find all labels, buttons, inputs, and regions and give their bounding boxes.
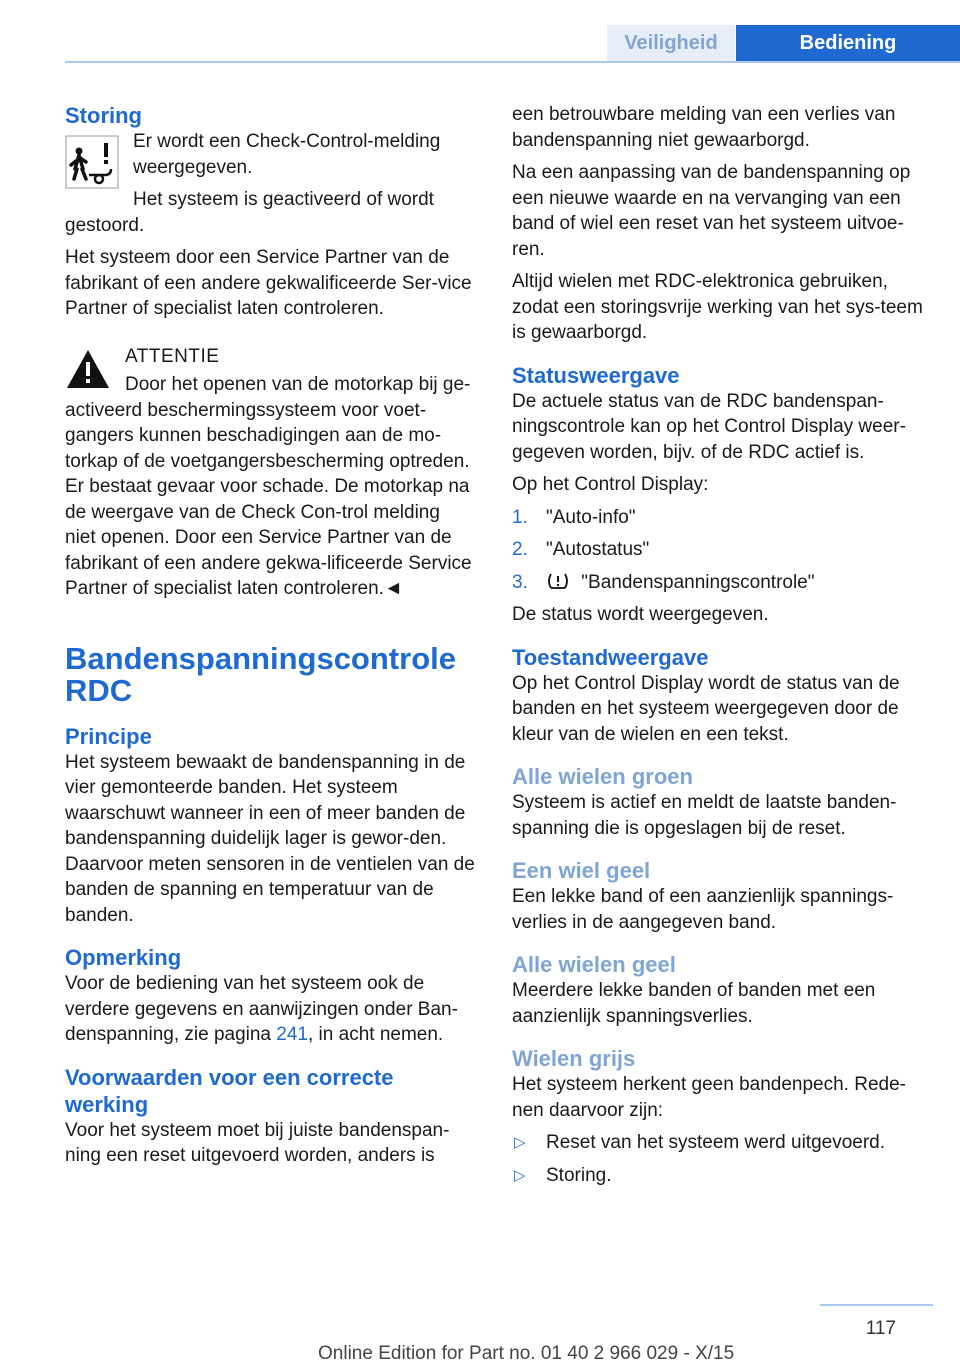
alle-wielen-groen-heading: Alle wielen groen	[512, 764, 693, 789]
steps-list	[512, 505, 932, 596]
alle-wielen-geel-heading: Alle wielen geel	[512, 952, 676, 977]
een-wiel-geel-text: Een lekke band of een aanzienlijk spannings-verlies in de aangegeven band.	[512, 886, 894, 933]
right-p3: Altijd wielen met RDC-elektronica gebruiken, zodat een storingsvrije werking van het sys-teem is gewaarborgd.	[512, 271, 923, 343]
footer-rule	[820, 1304, 933, 1306]
tab-veiligheid[interactable]: Veiligheid	[607, 25, 735, 61]
alle-wielen-groen-text: Systeem is actief en meldt de laatste banden-spanning die is opgeslagen bij de reset.	[512, 792, 897, 839]
reason-text: Storing.	[546, 1164, 612, 1186]
opmerking-text-before: Voor de bediening van het systeem ook de verdere gegevens en aanwijzingen onder Ban-denspanning, zie pagina	[65, 973, 458, 1045]
section-title	[65, 640, 475, 708]
attention-text: Door het openen van de motorkap bij ge-activeerd beschermingssysteem voor voet-gangers kunnen beschadigingen aan de mo-torkap of de voetgangersbescherming optreden. Er bestaat gevaar voor schade. De motorkap na de weergave van de Check Con-trol melding niet openen. Door een Service Partner van de fabrikant of een andere gekwa-lificeerde Service Partner of specialist laten controleren.◄	[65, 374, 472, 599]
attention-label: ATTENTIE	[125, 345, 220, 367]
reason-text: Reset van het systeem werd uitgevoerd.	[546, 1132, 886, 1153]
attention-block	[65, 344, 475, 609]
warning-triangle-icon	[65, 348, 111, 390]
bullet-triangle-icon: ▷	[514, 1166, 526, 1184]
step-number: 3.	[512, 571, 528, 593]
storing-message: Er wordt een Check-Control-melding weergegeven.	[133, 131, 441, 178]
step-text: "Autostatus"	[546, 539, 650, 560]
alle-wielen-geel-text: Meerdere lekke banden of banden met een aanzienlijk spanningsverlies.	[512, 980, 876, 1027]
reasons-list	[512, 1130, 932, 1188]
toestandweergave-text: Op het Control Display wordt de status van de banden en het systeem weergegeven door de kleur van de wielen en een tekst.	[512, 672, 900, 745]
tire-pressure-icon	[546, 572, 570, 590]
voorwaarden-heading: Voorwaarden voor een correcte werking	[65, 1064, 394, 1117]
list-item	[512, 505, 932, 531]
status-shown: De status wordt weergegeven.	[512, 604, 769, 625]
step-number: 1.	[512, 506, 528, 528]
page-number: 117	[865, 1318, 896, 1339]
storing-status: Het systeem is geactiveerd of wordt gestoord.	[65, 189, 434, 236]
voorwaarden-text: Voor het systeem moet bij juiste bandenspan-ning een reset uitgevoerd worden, anders is	[65, 1119, 450, 1166]
right-column	[512, 102, 932, 1195]
toestandweergave-heading: Toestandweergave	[512, 644, 709, 670]
principe-heading: Principe	[65, 723, 152, 749]
control-display-intro: Op het Control Display:	[512, 474, 709, 495]
storing-instruction: Het systeem door een Service Partner van de fabrikant of een andere gekwalificeerde Ser-vice Partner of specialist laten controleren.	[65, 247, 472, 319]
principe-text: Het systeem bewaakt de bandenspanning in de vier gemonteerde banden. Het systeem waarschuwt wanneer in een of meer banden de bandenspanning duidelijk lager is gewor-den. Daarvoor meten sensoren in de ventielen van de banden de spanning en temperatuur van de banden.	[65, 751, 475, 926]
opmerking-text-after: , in acht nemen.	[308, 1024, 444, 1045]
right-p1: een betrouwbare melding van een verlies van bandenspanning niet gewaarborgd.	[512, 104, 896, 151]
section-title-line2: RDC	[65, 672, 133, 708]
tab-bediening[interactable]: Bediening	[736, 25, 960, 61]
section-title-line1: Bandenspanningscontrole	[65, 640, 456, 676]
list-item	[512, 1130, 932, 1156]
header-rule	[65, 61, 960, 63]
opmerking-text	[65, 971, 475, 1048]
opmerking-heading: Opmerking	[65, 945, 182, 970]
wielen-grijs-heading: Wielen grijs	[512, 1046, 636, 1071]
page-link-241[interactable]: 241	[276, 1024, 308, 1045]
statusweergave-heading: Statusweergave	[512, 362, 680, 388]
storing-heading: Storing	[65, 103, 142, 128]
list-item	[512, 570, 932, 596]
step-text: "Auto-info"	[546, 506, 636, 528]
wielen-grijs-text: Het systeem herkent geen bandenpech. Rede-nen daarvoor zijn:	[512, 1074, 906, 1121]
storing-block	[65, 129, 475, 245]
bullet-triangle-icon: ▷	[514, 1134, 526, 1151]
step-number: 2.	[512, 539, 528, 560]
een-wiel-geel-heading: Een wiel geel	[512, 858, 651, 883]
pedestrian-protection-icon	[65, 135, 119, 189]
right-p2: Na een aanpassing van de bandenspanning op een nieuwe waarde en na vervanging van een band of wiel een reset van het systeem uitvoe-ren.	[512, 162, 911, 260]
list-item	[512, 537, 932, 563]
left-column	[65, 102, 475, 1176]
edition-footer: Online Edition for Part no. 01 40 2 966 029 - X/15	[318, 1343, 735, 1364]
step-text: "Bandenspanningscontrole"	[581, 571, 815, 593]
list-item	[512, 1163, 932, 1189]
statusweergave-text: De actuele status van de RDC bandenspan-ningscontrole kan op het Control Display weer-gegeven worden, bijv. of de RDC actief is.	[512, 390, 906, 463]
